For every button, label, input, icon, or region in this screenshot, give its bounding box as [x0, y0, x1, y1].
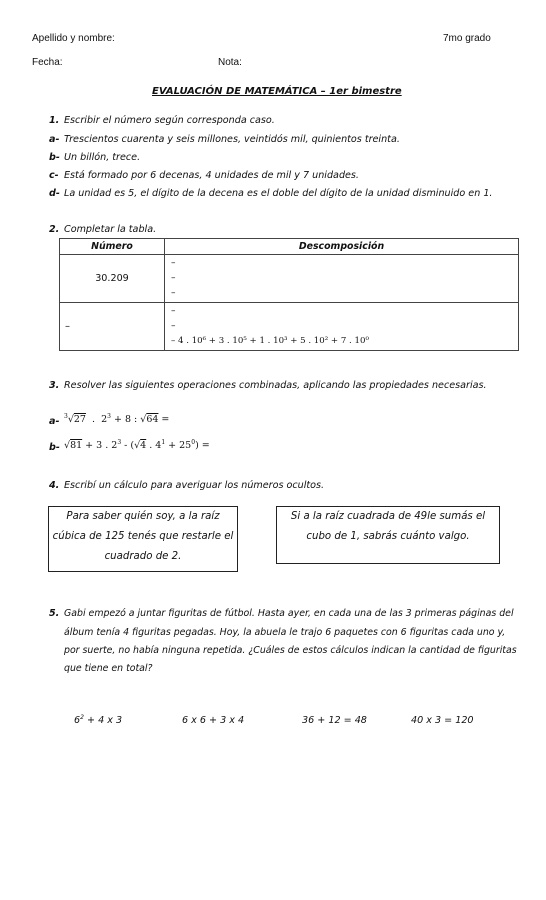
option-3: 36 + 12 = 48 — [302, 715, 367, 726]
table-row — [60, 255, 519, 303]
table-header-row — [60, 239, 519, 255]
q1-item-label: d- — [49, 188, 60, 199]
q3-a-expression: $^3$√27 . $2^3 + 8$ : √64 = — [64, 413, 170, 425]
decomposition-expression: – 4 . 10⁶ + 3 . 10⁵ + 1 . 10³ + 5 . 10² + 7 . 10⁰ — [171, 336, 369, 346]
name-label: Apellido y nombre: — [32, 33, 115, 44]
q4-prompt: Escribí un cálculo para averiguar los números ocultos. — [64, 480, 325, 491]
decomposition-table — [59, 238, 519, 351]
option-1-rest: + 4 x 3 — [83, 715, 123, 726]
q3-a-label: a- — [49, 416, 60, 427]
grade-label: 7mo grado — [443, 33, 491, 44]
q5-line: Gabi empezó a juntar figuritas de fútbol. Hasta ayer, en cada una de las 3 primeras páginas del — [64, 608, 514, 619]
q1-item-text: Trescientos cuarenta y seis millones, veintidós mil, quinientos treinta. — [64, 134, 400, 145]
option-4: 40 x 3 = 120 — [411, 715, 474, 726]
q4-number: 4. — [49, 480, 60, 491]
col-header-number: Número — [60, 239, 165, 255]
q1-item-label: a- — [49, 134, 60, 145]
riddle-box-2 — [276, 506, 500, 564]
row1-decomp-cell[interactable] — [165, 255, 519, 303]
row2-number-cell[interactable] — [60, 303, 165, 351]
q1-item-label: b- — [49, 152, 60, 163]
q5-line: por suerte, no había ninguna repetida. ¿Cuáles de estos cálculos indican la cantidad de figuritas — [64, 645, 517, 656]
q5-line: álbum tenía 4 figuritas pegadas. Hoy, la abuela le trajo 6 paquetes con 6 figuritas cada uno y, — [64, 627, 506, 638]
date-label: Fecha: — [32, 57, 63, 68]
score-label: Nota: — [218, 57, 242, 68]
riddle-box-1 — [48, 506, 238, 572]
option-1: $6^2 + 4$ x 3 — [74, 714, 123, 726]
q1-item-label: c- — [49, 170, 59, 181]
row1-number-cell — [60, 255, 165, 303]
q3-prompt: Resolver las siguientes operaciones combinadas, aplicando las propiedades necesarias. — [64, 380, 487, 391]
row2-number: – — [65, 321, 70, 332]
q1-item-text: Un billón, trece. — [64, 152, 141, 163]
table-row — [60, 303, 519, 351]
row1-number: 30.209 — [95, 273, 129, 284]
dash-line: – — [171, 306, 176, 316]
option-2: 6 x 6 + 3 x 4 — [182, 715, 245, 726]
q5-number: 5. — [49, 608, 60, 619]
page-title: EVALUACIÓN DE MATEMÁTICA – 1er bimestre — [152, 86, 402, 97]
dash-line: – — [171, 288, 176, 298]
riddle-2-text: Si a la raíz cuadrada de 49le sumás el cubo de 1, sabrás cuánto valgo. — [290, 511, 486, 542]
row2-decomp-cell — [165, 303, 519, 351]
q3-b-expression: √81 + 3 . $2^3 - (√4$ . $4^1 + 25^0$) = — [64, 439, 210, 451]
q5-line: que tiene en total? — [64, 663, 153, 674]
dash-line: – — [171, 258, 176, 268]
dash-line: – — [171, 273, 176, 283]
q3-b-label: b- — [49, 442, 60, 453]
col-header-decomposition: Descomposición — [165, 239, 519, 255]
riddle-1-text: Para saber quién soy, a la raíz cúbica de 125 tenés que restarle el cuadrado de 2. — [52, 511, 234, 562]
q3-number: 3. — [49, 380, 60, 391]
q1-prompt: Escribir el número según corresponda caso. — [64, 115, 275, 126]
q1-item-text: Está formado por 6 decenas, 4 unidades de mil y 7 unidades. — [64, 170, 359, 181]
q1-item-text: La unidad es 5, el dígito de la decena es el doble del dígito de la unidad disminuido en 1. — [64, 188, 493, 199]
dash-line: – — [171, 321, 176, 331]
q2-prompt: Completar la tabla. — [64, 224, 157, 235]
q2-number: 2. — [49, 224, 60, 235]
q1-number: 1. — [49, 115, 60, 126]
